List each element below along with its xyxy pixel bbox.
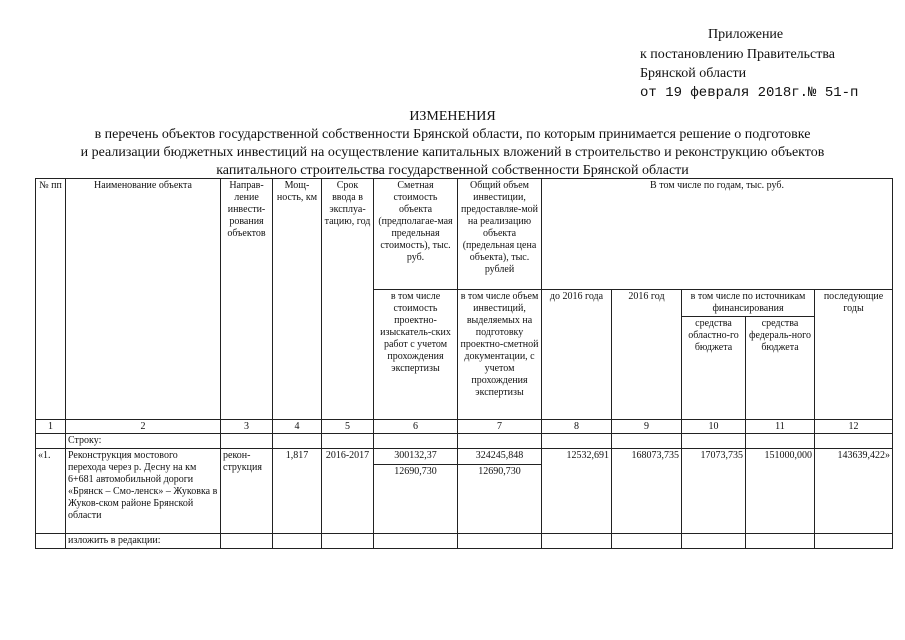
- row-label-row: [36, 434, 893, 449]
- appendix-date-line: от 19 февраля 2018г.№ 51-п: [640, 84, 859, 101]
- col-number: 10: [682, 420, 746, 434]
- row-later: 143639,422»: [815, 449, 893, 534]
- header-total: Общий объем инвестиции, предоставляе-мой на реализацию объекта (предельная цена объекта), тыс. рублей: [458, 179, 542, 290]
- col-number: 9: [612, 420, 682, 434]
- header-capacity: Мощ-ность, км: [273, 179, 322, 420]
- col-number: 11: [746, 420, 815, 434]
- footer-label: изложить в редакции:: [66, 534, 221, 549]
- row-total-cell: [458, 449, 542, 534]
- row-estimate-sub: 12690,730: [374, 464, 457, 478]
- row-total: 324245,848: [475, 450, 524, 461]
- col-number: 1: [36, 420, 66, 434]
- header-total-sub: в том числе объем инвестиций, выделяемых на подготовку проектно-сметной документации, с учетом прохождения экспертизы: [458, 290, 542, 420]
- title-heading: ИЗМЕНЕНИЯ: [409, 109, 496, 124]
- col-number: 7: [458, 420, 542, 434]
- row-term: 2016-2017: [322, 449, 374, 534]
- header-num: № пп: [36, 179, 66, 420]
- col-number: 12: [815, 420, 893, 434]
- row-total-sub: 12690,730: [458, 464, 541, 478]
- appendix-block: [640, 25, 858, 103]
- header-name: Наименование объекта: [66, 179, 221, 420]
- header-direction: Направ-ление инвести-рования объектов: [221, 179, 273, 420]
- col-number: 3: [221, 420, 273, 434]
- appendix-line-1: Приложение: [708, 27, 784, 42]
- document-title: [0, 108, 905, 180]
- row-2016: 168073,735: [612, 449, 682, 534]
- header-to-2016: до 2016 года: [542, 290, 612, 420]
- header-federal: средства федераль-ного бюджета: [746, 317, 815, 420]
- header-2016: 2016 год: [612, 290, 682, 420]
- row-name: Реконструкция мостового перехода через р. Десну на км 6+681 автомобильной дороги «Брянск – Смо-ленск» – Жуковка в Жуков-ском районе Брянской области: [66, 449, 221, 534]
- row-regional: 17073,735: [682, 449, 746, 534]
- header-sources: в том числе по источникам финансирования: [682, 290, 815, 317]
- row-num: «1.: [36, 449, 66, 534]
- header-estimate: Сметная стоимость объекта (предполагае-мая предельная стоимость), тыс. руб.: [374, 179, 458, 290]
- header-estimate-sub: в том числе стоимость проектно-изыскатель-ских работ с учетом прохождения экспертизы: [374, 290, 458, 420]
- footer-label-row: [36, 534, 893, 549]
- row-to-2016: 12532,691: [542, 449, 612, 534]
- appendix-line-3: Брянской области: [640, 66, 747, 81]
- header-by-years: В том числе по годам, тыс. руб.: [542, 179, 893, 290]
- title-line-3: капитального строительства государственной собственности Брянской области: [216, 163, 689, 178]
- row-capacity: 1,817: [273, 449, 322, 534]
- title-line-1: в перечень объектов государственной собственности Брянской области, по которым принимается решение о подготовке: [94, 127, 811, 142]
- table-row: [36, 449, 893, 534]
- header-later: последующие годы: [815, 290, 893, 420]
- row-direction: рекон-струкция: [221, 449, 273, 534]
- row-label: Строку:: [66, 434, 221, 449]
- col-number: 8: [542, 420, 612, 434]
- objects-table: [35, 178, 893, 549]
- column-numbers-row: [36, 420, 893, 434]
- row-estimate-cell: [374, 449, 458, 534]
- header-regional: средства областно-го бюджета: [682, 317, 746, 420]
- appendix-line-2: к постановлению Правительства: [640, 46, 836, 62]
- title-line-2: и реализации бюджетных инвестиций на осуществление капитальных вложений в строительство и реконструкцию объектов: [80, 145, 825, 160]
- col-number: 6: [374, 420, 458, 434]
- row-estimate: 300132,37: [394, 450, 437, 461]
- row-federal: 151000,000: [746, 449, 815, 534]
- col-number: 4: [273, 420, 322, 434]
- col-number: 2: [66, 420, 221, 434]
- header-term: Срок ввода в эксплуа-тацию, год: [322, 179, 374, 420]
- col-number: 5: [322, 420, 374, 434]
